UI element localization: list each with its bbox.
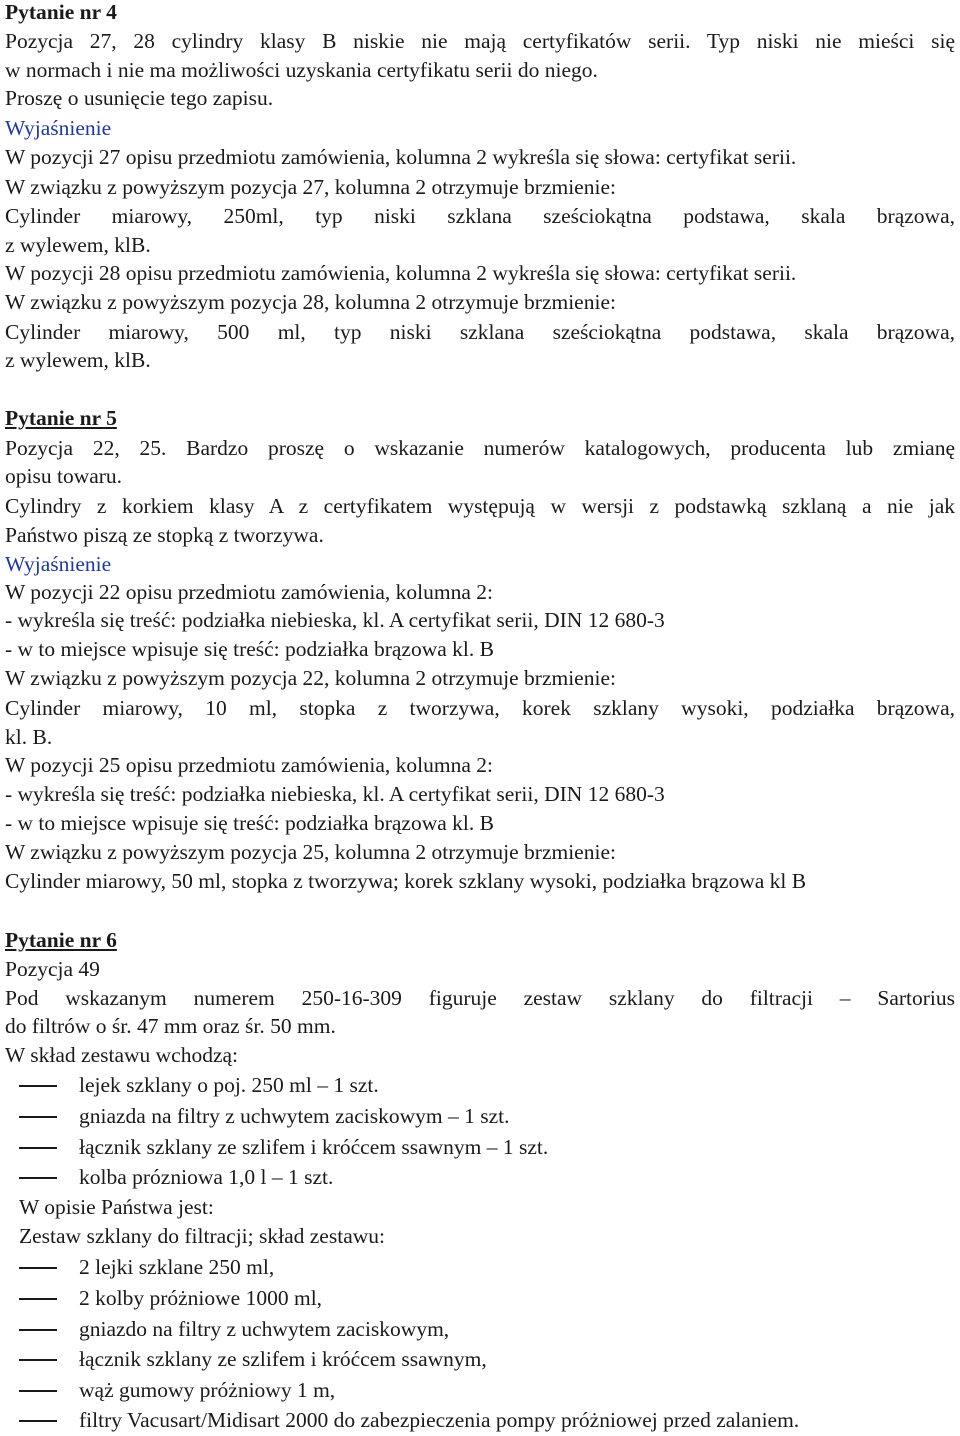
dash-bullet-icon bbox=[19, 1298, 57, 1300]
your-description-label: W opisie Państwa jest: bbox=[19, 1195, 214, 1219]
q4-heading: Pytanie nr 4 bbox=[5, 0, 117, 24]
set-item-text: łącznik szklany ze szlifem i króćcem ssawnym – 1 szt. bbox=[79, 1135, 549, 1159]
dash-bullet-icon bbox=[19, 1329, 57, 1331]
q4-expl-line-1: W pozycji 27 opisu przedmiotu zamówienia, kolumna 2 wykreśla się słowa: certyfikat serii. bbox=[5, 145, 797, 169]
q4-explanation-label: Wyjaśnienie bbox=[5, 116, 112, 140]
dash-bullet-icon bbox=[19, 1267, 57, 1269]
your-item-text: łącznik szklany ze szlifem i króćcem ssawnym, bbox=[79, 1347, 487, 1371]
q5-expl-line-3: - w to miejsce wpisuje się treść: podziałka brązowa kl. B bbox=[5, 637, 494, 661]
q5-expl-line-2: - wykreśla się treść: podziałka niebieska, kl. A certyfikat serii, DIN 12 680-3 bbox=[5, 608, 665, 632]
dash-bullet-icon bbox=[19, 1390, 57, 1392]
dash-bullet-icon bbox=[19, 1147, 57, 1149]
q5-expl-line-7: W pozycji 25 opisu przedmiotu zamówienia, kolumna 2: bbox=[5, 753, 494, 777]
q5-expl-line-10: W związku z powyższym pozycja 25, kolumna 2 otrzymuje brzmienie: bbox=[5, 840, 616, 864]
q6-line-2: Pod wskazanym numerem 250-16-309 figuruje zestaw szklany do filtracji – Sartorius bbox=[5, 986, 955, 1010]
q4-expl-line-2: W związku z powyższym pozycja 27, kolumna 2 otrzymuje brzmienie: bbox=[5, 175, 616, 199]
q4-line-3: Proszę o usunięcie tego zapisu. bbox=[5, 86, 274, 110]
q4-line-1: Pozycja 27, 28 cylindry klasy B niskie nie mają certyfikatów serii. Typ niski nie mieści się bbox=[5, 29, 955, 53]
q5-expl-line-4: W związku z powyższym pozycja 22, kolumna 2 otrzymuje brzmienie: bbox=[5, 666, 616, 690]
q4-expl-line-8: z wylewem, klB. bbox=[5, 348, 151, 372]
your-item-text: wąż gumowy próżniowy 1 m, bbox=[79, 1378, 336, 1402]
set-item-text: lejek szklany o poj. 250 ml – 1 szt. bbox=[79, 1073, 379, 1097]
q6-heading: Pytanie nr 6 bbox=[5, 928, 117, 952]
q4-expl-line-6: W związku z powyższym pozycja 28, kolumna 2 otrzymuje brzmienie: bbox=[5, 290, 616, 314]
q5-expl-line-11: Cylinder miarowy, 50 ml, stopka z tworzywa; korek szklany wysoki, podziałka brązowa kl B bbox=[5, 869, 807, 893]
dash-bullet-icon bbox=[19, 1116, 57, 1118]
q4-expl-line-3: Cylinder miarowy, 250ml, typ niski szklana sześciokątna podstawa, skala brązowa, bbox=[5, 204, 955, 228]
q6-line-3: do filtrów o śr. 47 mm oraz śr. 50 mm. bbox=[5, 1014, 336, 1038]
q5-expl-line-9: - w to miejsce wpisuje się treść: podziałka brązowa kl. B bbox=[5, 811, 494, 835]
q5-expl-line-1: W pozycji 22 opisu przedmiotu zamówienia, kolumna 2: bbox=[5, 580, 494, 604]
dash-bullet-icon bbox=[19, 1177, 57, 1179]
q5-line-4: Państwo piszą ze stopką z tworzywa. bbox=[5, 523, 324, 547]
your-item-text: 2 kolby próżniowe 1000 ml, bbox=[79, 1286, 323, 1310]
your-description-intro: Zestaw szklany do filtracji; skład zestawu: bbox=[19, 1224, 385, 1248]
q5-heading: Pytanie nr 5 bbox=[5, 406, 117, 430]
dash-bullet-icon bbox=[19, 1420, 57, 1422]
set-item-text: gniazda na filtry z uchwytem zaciskowym – 1 szt. bbox=[79, 1104, 510, 1128]
dash-bullet-icon bbox=[19, 1085, 57, 1087]
q6-line-4: W skład zestawu wchodzą: bbox=[5, 1043, 239, 1067]
q4-line-2: w normach i nie ma możliwości uzyskania certyfikatu serii do niego. bbox=[5, 58, 598, 82]
dash-bullet-icon bbox=[19, 1359, 57, 1361]
q5-line-2: opisu towaru. bbox=[5, 464, 123, 488]
q4-expl-line-7: Cylinder miarowy, 500 ml, typ niski szklana sześciokątna podstawa, skala brązowa, bbox=[5, 320, 955, 344]
q6-line-1: Pozycja 49 bbox=[5, 957, 100, 981]
q5-expl-line-6: kl. B. bbox=[5, 725, 53, 749]
q5-explanation-label: Wyjaśnienie bbox=[5, 552, 112, 576]
q5-line-3: Cylindry z korkiem klasy A z certyfikatem występują w wersji z podstawką szklaną a nie jak bbox=[5, 494, 955, 518]
your-item-text: gniazdo na filtry z uchwytem zaciskowym, bbox=[79, 1317, 450, 1341]
q4-expl-line-5: W pozycji 28 opisu przedmiotu zamówienia, kolumna 2 wykreśla się słowa: certyfikat serii. bbox=[5, 261, 797, 285]
q4-expl-line-4: z wylewem, klB. bbox=[5, 233, 151, 257]
your-item-text: filtry Vacusart/Midisart 2000 do zabezpieczenia pompy próżniowej przed zalaniem. bbox=[79, 1408, 800, 1432]
q5-expl-line-8: - wykreśla się treść: podziałka niebieska, kl. A certyfikat serii, DIN 12 680-3 bbox=[5, 782, 665, 806]
q5-line-1: Pozycja 22, 25. Bardzo proszę o wskazanie numerów katalogowych, producenta lub zmianę bbox=[5, 436, 955, 460]
set-item-text: kolba prózniowa 1,0 l – 1 szt. bbox=[79, 1165, 334, 1189]
q5-expl-line-5: Cylinder miarowy, 10 ml, stopka z tworzywa, korek szklany wysoki, podziałka brązowa, bbox=[5, 696, 955, 720]
your-item-text: 2 lejki szklane 250 ml, bbox=[79, 1255, 275, 1279]
